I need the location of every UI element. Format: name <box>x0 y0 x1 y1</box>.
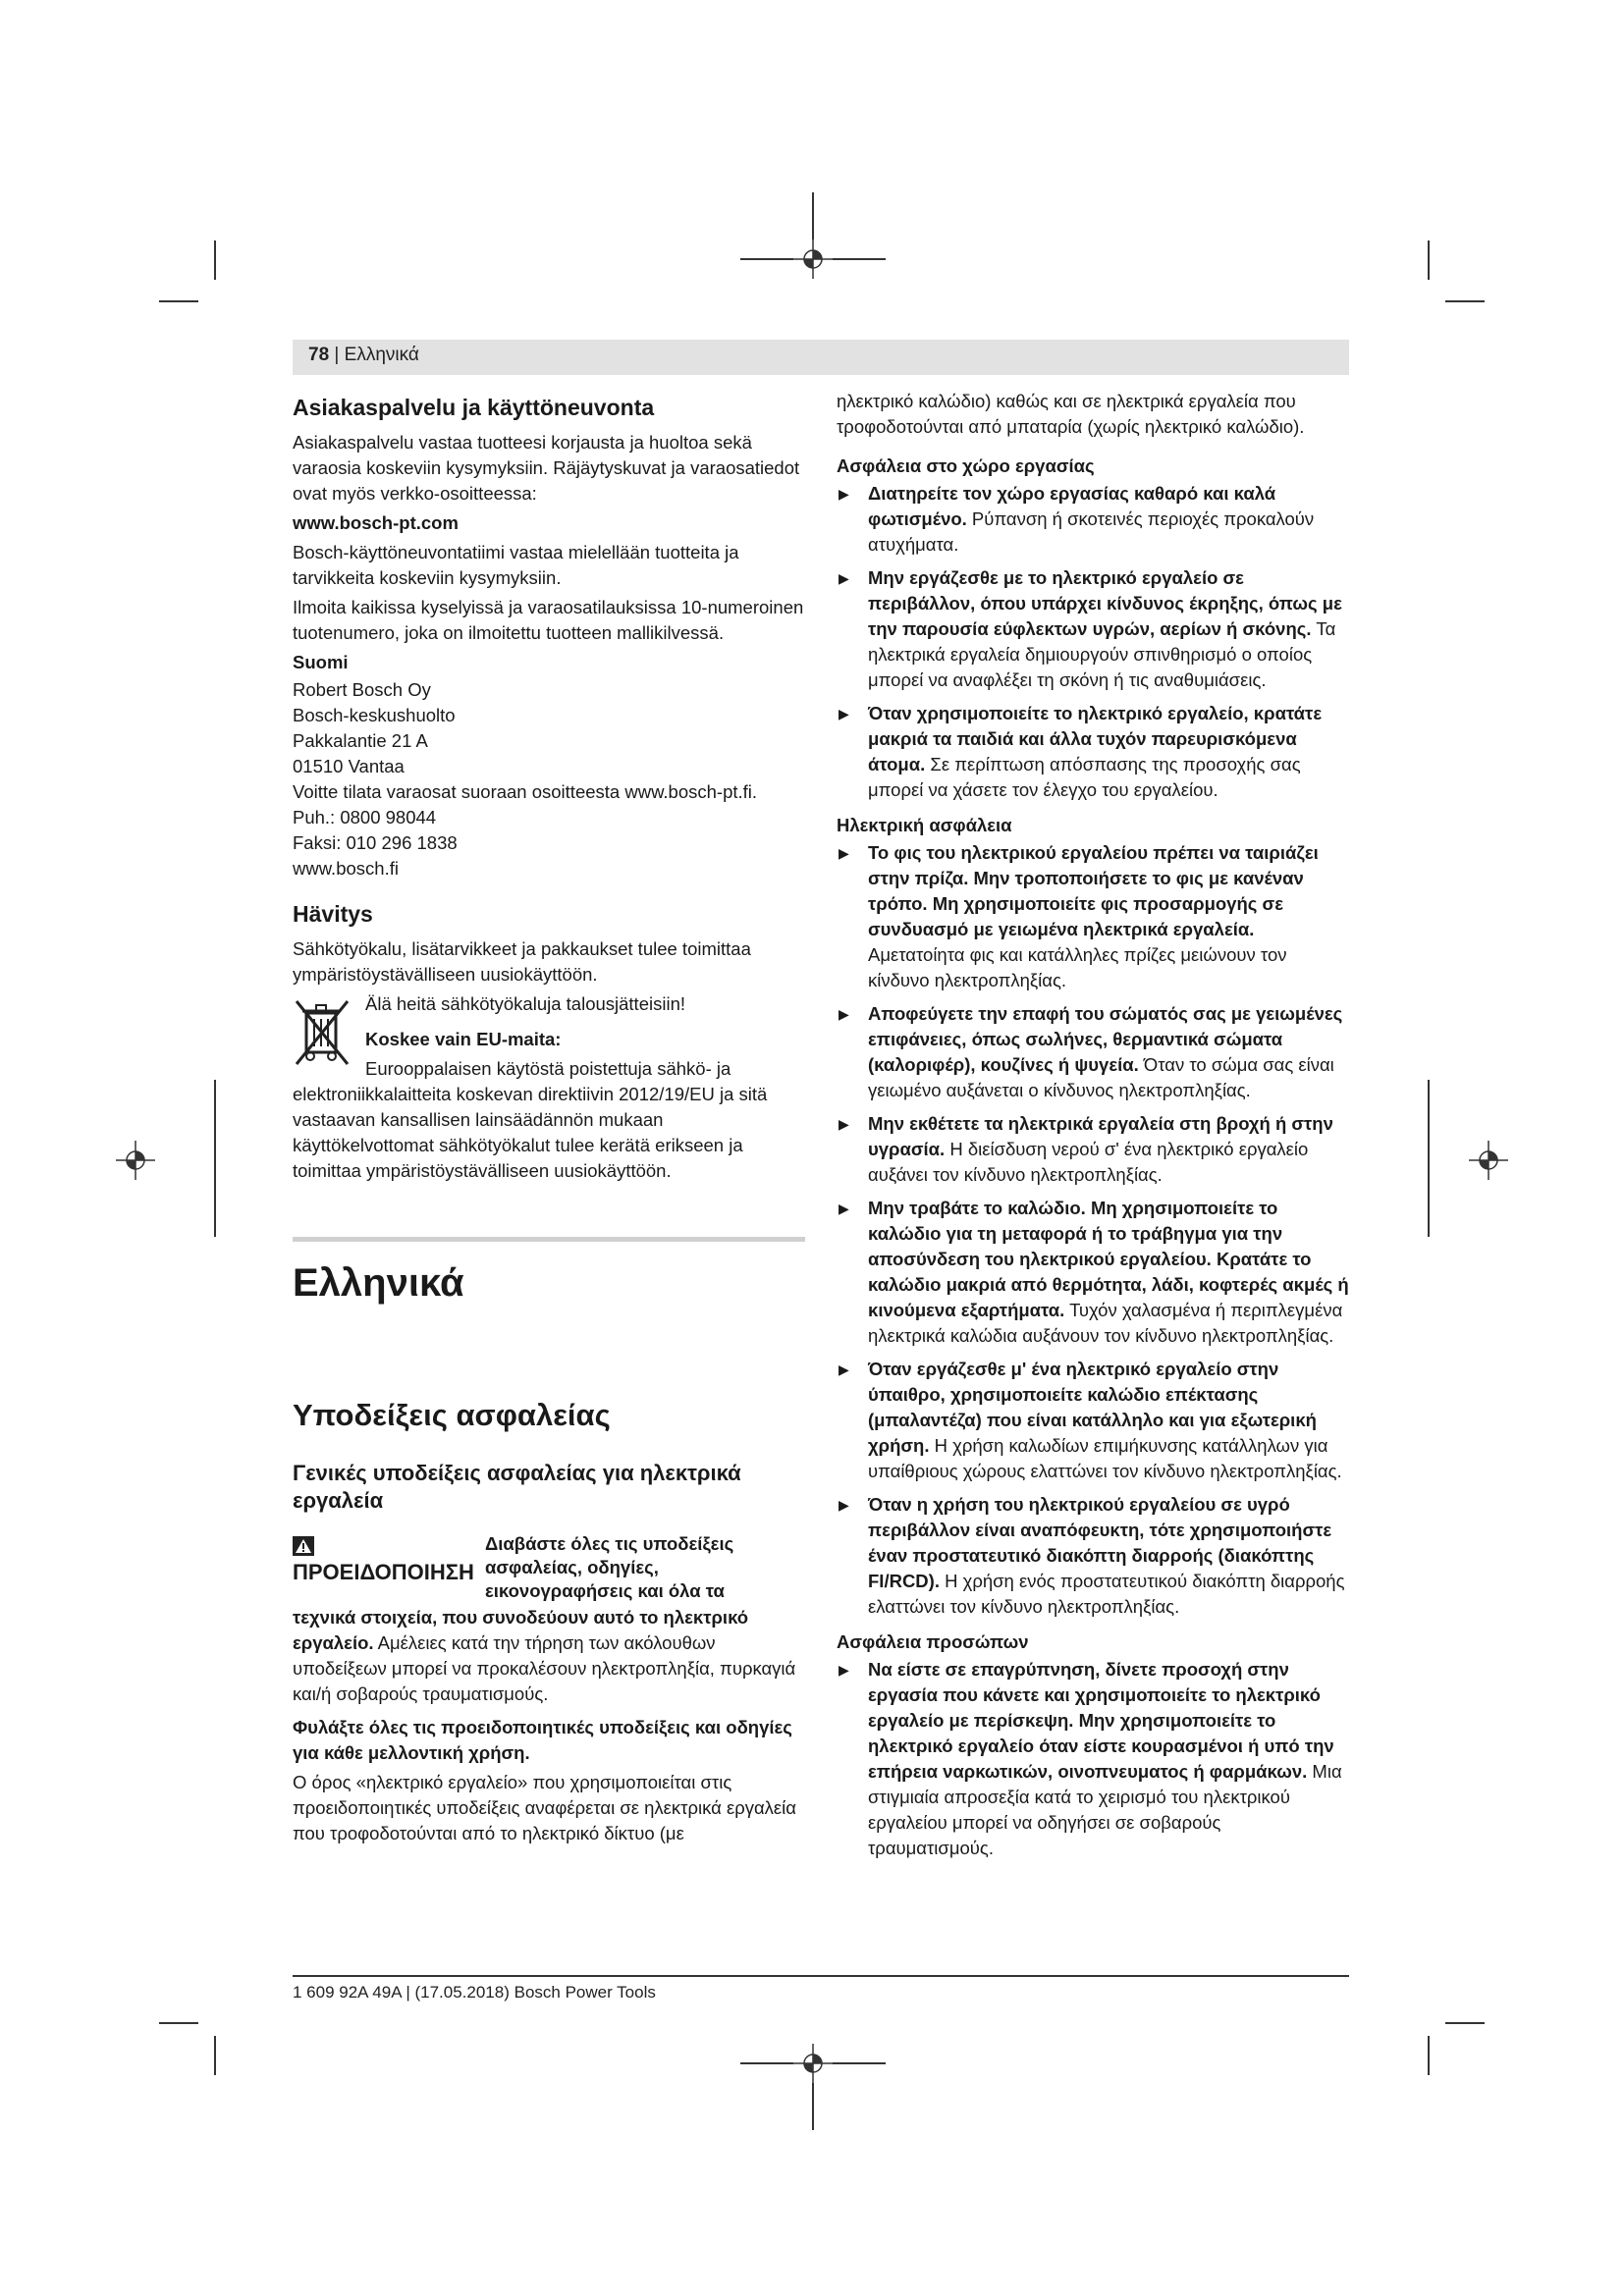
page-header <box>293 340 1349 375</box>
section-heading-customer-service: Asiakaspalvelu ja käyttöneuvonta <box>293 395 655 420</box>
list-item <box>837 1001 1349 1103</box>
crop-mark <box>214 2036 216 2075</box>
list-item <box>837 1111 1349 1188</box>
warning-normal: Αμέλειες κατά την τήρηση των ακόλουθων υποδείξεων μπορεί να προκαλέσουν ηλεκτροπληξία, πυρκαγιά και/ή σοβαρούς τραυματισμούς. <box>293 1632 796 1704</box>
paragraph: Asiakaspalvelu vastaa tuotteesi korjausta ja huoltoa sekä varaosia koskeviin kysymyksiin. Räjäytyskuvat ja varaosatiedot ovat myös verkko-osoitteessa: <box>293 432 800 504</box>
warning-top-text: Διαβάστε όλες τις υποδείξεις ασφαλείας, οδηγίες, εικονογραφήσεις και όλα τα <box>485 1533 734 1601</box>
registration-mark-icon <box>116 1141 155 1180</box>
language-title: Ελληνικά <box>293 1261 464 1305</box>
section-divider <box>293 1237 805 1242</box>
left-column <box>293 389 805 1850</box>
personal-list <box>837 1657 1349 1861</box>
paragraph: ηλεκτρικό καλώδιο) καθώς και σε ηλεκτρικά εργαλεία που τροφοδοτούνται από μπαταρία (χωρίς ηλεκτρικό καλώδιο). <box>837 391 1305 437</box>
address-block <box>293 677 805 881</box>
crop-mark <box>214 240 216 280</box>
item-bold: Να είστε σε επαγρύπνηση, δίνετε προσοχή στην εργασία που κάνετε και χρησιμοποιείτε το ηλεκτρικό εργαλείο με περίσκεψη. Μην χρησιμοποιείτε το ηλεκτρικό εργαλείο όταν είστε κουρασμένοι ή υπό την επήρεια ναρκωτικών, οινοπνευματος ή φαρμάκων. <box>868 1659 1334 1782</box>
warning-label: ΠΡΟΕΙΔΟΠΟΙΗΣΗ <box>293 1560 474 1584</box>
item-bold: Όταν η χρήση του ηλεκτρικού εργαλείου σε υγρό περιβάλλον είναι αναπόφευκτη, τότε χρησιμοποιήστε έναν προστατευτικό διακόπτη διαρροής (διακόπτης FI/RCD). <box>868 1494 1332 1591</box>
crop-mark <box>833 2062 886 2064</box>
crop-mark <box>1428 2036 1430 2075</box>
header-language: Ελληνικά <box>344 345 419 365</box>
address-line: Faksi: 010 296 1838 <box>293 832 458 853</box>
paragraph: Sähkötyökalu, lisätarvikkeet ja pakkaukset tulee toimittaa ympäristöystävälliseen uusiokäyttöön. <box>293 938 751 985</box>
eu-heading: Koskee vain EU-maita: <box>365 1029 562 1049</box>
list-item <box>837 1657 1349 1861</box>
item-normal: Η διείσδυση νερού σ' ένα ηλεκτρικό εργαλείο αυξάνει τον κίνδυνο ηλεκτροπληξίας. <box>868 1139 1309 1185</box>
item-normal: Η χρήση ενός προστατευτικού διακόπτη διαρροής ελαττώνει τον κίνδυνο ηλεκτροπληξίας. <box>868 1571 1345 1617</box>
crop-mark <box>740 258 793 260</box>
crop-mark <box>159 300 198 302</box>
header-separator: | <box>329 345 345 365</box>
item-bold: Αποφεύγετε την επαφή του σώματός σας με γειωμένες επιφάνειες, όπως σωλήνες, θερμαντικά σώματα (καλοριφέρ), κουζίνες ή ψυγεία. <box>868 1003 1343 1075</box>
crop-mark <box>740 2062 793 2064</box>
item-normal: Η χρήση καλωδίων επιμήκυνσης κατάλληλων για υπαίθριους χώρους ελαττώνει τον κίνδυνο ηλεκτροπληξίας. <box>868 1435 1342 1481</box>
item-bold: Όταν εργάζεσθε μ' ένα ηλεκτρικό εργαλείο στην ύπαιθρο, χρησιμοποιείτε καλώδιο επέκτασης (μπαλαντέζα) που είναι κατάλληλο και για εξωτερική χρήση. <box>868 1359 1317 1456</box>
paragraph: Ο όρος «ηλεκτρικό εργαλείο» που χρησιμοποιείται στις προειδοποιητικές υποδείξεις αναφέρεται σε ηλεκτρικά εργαλεία που τροφοδοτούνται από το ηλεκτρικό δίκτυο (με <box>293 1772 796 1843</box>
list-item <box>837 1357 1349 1484</box>
crop-mark <box>1445 300 1485 302</box>
item-bold: Μην τραβάτε το καλώδιο. Μη χρησιμοποιείτε το καλώδιο για τη μεταφορά ή το τράβηγμα για την αποσύνδεση του ηλεκτρικού εργαλείου. Κρατάτε το καλώδιο μακριά από θερμότητα, λάδι, κοφτερές ακμές ή κινούμενα εξαρτήματα. <box>868 1198 1349 1320</box>
item-bold: Διατηρείτε τον χώρο εργασίας καθαρό και καλά φωτισμένο. <box>868 483 1276 529</box>
crop-mark <box>214 1080 216 1237</box>
footer-divider <box>293 1975 1349 1977</box>
website-link[interactable]: www.bosch-pt.com <box>293 512 459 533</box>
item-bold: Όταν χρησιμοποιείτε το ηλεκτρικό εργαλείο, κρατάτε μακριά τα παιδιά και άλλα τυχόν παρευρισκόμενα άτομα. <box>868 703 1323 774</box>
subheading-work-area: Ασφάλεια στο χώρο εργασίας <box>837 455 1095 476</box>
item-normal: Σε περίπτωση απόσπασης της προσοχής σας μπορεί να χάσετε τον έλεγχο του εργαλείου. <box>868 754 1301 800</box>
section-heading-disposal: Hävitys <box>293 901 373 927</box>
weee-text <box>365 991 731 1082</box>
address-line: Robert Bosch Oy <box>293 679 431 700</box>
item-normal: Τα ηλεκτρικά εργαλεία δημιουργούν σπινθηρισμό ο οποίος μπορεί να αναφλέξει τη σκόνη ή τις αναθυμιάσεις. <box>868 618 1336 690</box>
paragraph: Eurooppalaisen käytöstä poistettuja sähkö- ja <box>365 1058 731 1079</box>
crop-mark <box>159 2022 198 2024</box>
crossed-out-bin-icon <box>293 997 352 1068</box>
warning-triangle-icon <box>293 1536 314 1556</box>
electrical-list <box>837 840 1349 1620</box>
crop-mark <box>1445 2022 1485 2024</box>
crop-mark <box>1428 1080 1430 1237</box>
list-item <box>837 1196 1349 1349</box>
keep-instructions: Φυλάξτε όλες τις προειδοποιητικές υποδείξεις και οδηγίες για κάθε μελλοντική χρήση. <box>293 1717 792 1763</box>
crop-mark <box>812 2083 814 2130</box>
address-line: Pakkalantie 21 A <box>293 730 428 751</box>
warning-label-block <box>293 1528 485 1603</box>
registration-mark-icon <box>793 2044 833 2083</box>
list-item <box>837 1492 1349 1620</box>
paragraph: Ilmoita kaikissa kyselyissä ja varaosatilauksissa 10-numeroinen tuotenumero, joka on ilmoitettu tuotteen mallikilvessä. <box>293 597 804 643</box>
address-line: Bosch-keskushuolto <box>293 705 456 725</box>
list-item <box>837 840 1349 993</box>
right-column <box>837 389 1349 1871</box>
weee-block <box>293 991 805 1082</box>
work-area-list <box>837 481 1349 803</box>
registration-mark-icon <box>1469 1141 1508 1180</box>
crop-mark <box>1428 240 1430 280</box>
item-bold: Το φις του ηλεκτρικού εργαλείου πρέπει να ταιριάζει στην πρίζα. Μην τροποποιήσετε το φις με κανέναν τρόπο. Μη χρησιμοποιείτε φις προσαρμογής σε συνδυασμό με γειωμένα ηλεκτρικά εργαλεία. <box>868 842 1319 939</box>
list-item <box>837 565 1349 693</box>
warning-block <box>293 1528 805 1603</box>
crop-mark <box>812 192 814 240</box>
safety-title: Υποδείξεις ασφαλείας <box>293 1398 611 1432</box>
item-normal: Όταν το σώμα σας είναι γειωμένο αυξάνεται ο κίνδυνος ηλεκτροπληξίας. <box>868 1054 1334 1100</box>
item-normal: Αμετατοίητα φις και κατάλληλες πρίζες μειώνουν τον κίνδυνο ηλεκτροπληξίας. <box>868 944 1287 990</box>
crop-mark <box>833 258 886 260</box>
registration-mark-icon <box>793 240 833 279</box>
country-heading: Suomi <box>293 652 349 672</box>
item-bold: Μην εργάζεσθε με το ηλεκτρικό εργαλείο σε περιβάλλον, όπου υπάρχει κίνδυνος έκρηξης, όπως με την παρουσία εύφλεκτων υγρών, αερίων ή σκόνης. <box>868 567 1342 639</box>
paragraph: Älä heitä sähkötyökaluja talousjätteisiin! <box>365 993 685 1014</box>
address-line: www.bosch.fi <box>293 858 399 879</box>
page-number: 78 <box>308 345 330 365</box>
subheading-personal: Ασφάλεια προσώπων <box>837 1631 1029 1652</box>
item-bold: Μην εκθέτετε τα ηλεκτρικά εργαλεία στη βροχή ή στην υγρασία. <box>868 1113 1333 1159</box>
page-footer: 1 609 92A 49A | (17.05.2018) Bosch Power Tools <box>293 1983 656 2002</box>
list-item <box>837 701 1349 803</box>
item-normal: Ρύπανση ή σκοτεινές περιοχές προκαλούν ατυχήματα. <box>868 508 1315 555</box>
subheading-electrical: Ηλεκτρική ασφάλεια <box>837 815 1012 835</box>
general-safety-heading: Γενικές υποδείξεις ασφαλείας για ηλεκτρικά εργαλεία <box>293 1461 741 1513</box>
paragraph: elektroniikkalaitteita koskevan direktiivin 2012/19/EU ja sitä vastaavan kansallisen lainsäädännön mukaan käyttökelvottomat sähkötyökalut tulee kerätä erikseen ja toimittaa ympäristöystävälliseen uusiokäyttöön. <box>293 1084 768 1181</box>
warning-bold: τεχνικά στοιχεία, που συνοδεύουν αυτό το ηλεκτρικό εργαλείο. <box>293 1607 749 1653</box>
item-normal: Τυχόν χαλασμένα ή περιπλεγμένα ηλεκτρικά καλώδια αυξάνουν τον κίνδυνο ηλεκτροπληξίας. <box>868 1300 1343 1346</box>
page-label <box>308 345 419 366</box>
address-line: 01510 Vantaa <box>293 756 405 776</box>
address-line: Voitte tilata varaosat suoraan osoitteesta www.bosch-pt.fi. <box>293 781 758 802</box>
list-item <box>837 481 1349 558</box>
address-line: Puh.: 0800 98044 <box>293 807 437 828</box>
item-normal: Μια στιγμιαία απροσεξία κατά το χειρισμό του ηλεκτρικού εργαλείου μπορεί να οδηγήσει σε σοβαρούς τραυματισμούς. <box>868 1761 1342 1858</box>
warning-text <box>293 1605 805 1707</box>
paragraph: Bosch-käyttöneuvontatiimi vastaa mielellään tuotteita ja tarvikkeita koskeviin kysymyksiin. <box>293 542 739 588</box>
